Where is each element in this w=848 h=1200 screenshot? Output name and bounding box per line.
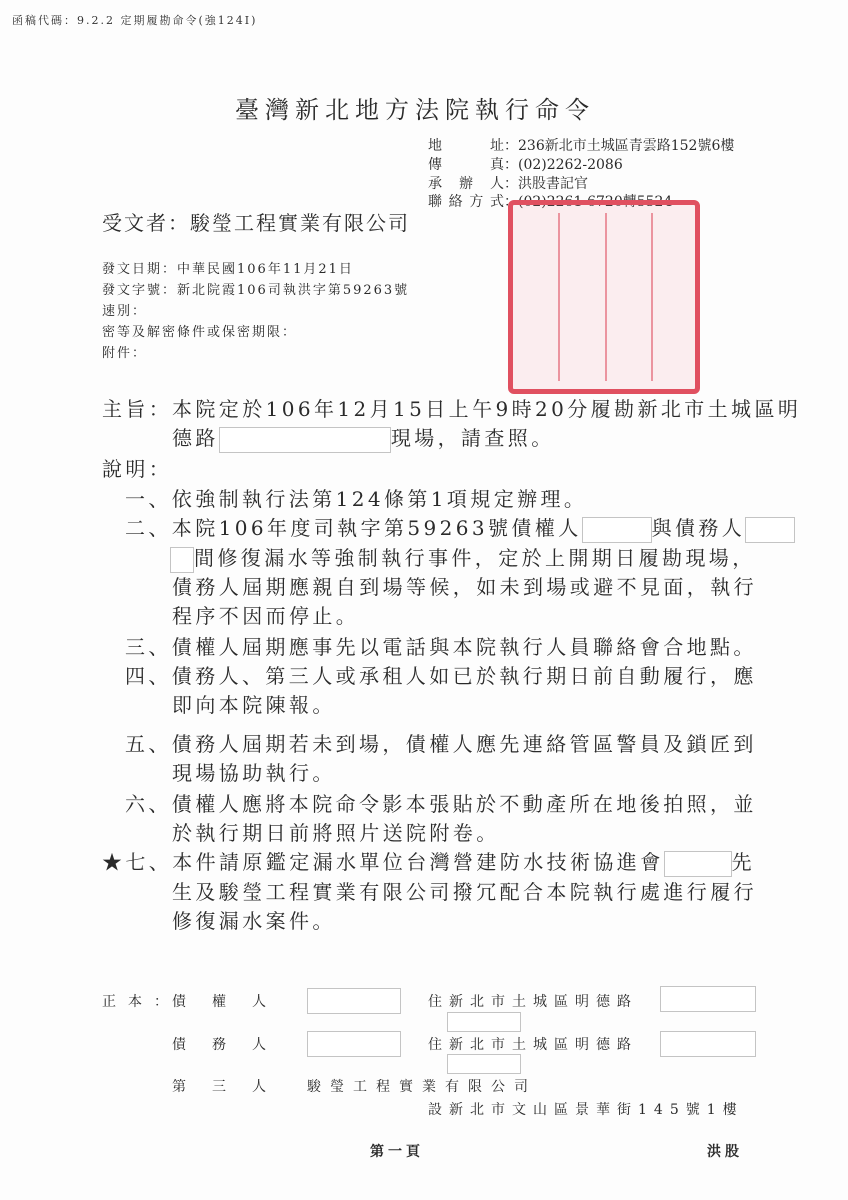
item-text: 間修復漏水等強制執行事件，定於上開期日履勘現場， [194,546,756,570]
header-value: 洪股書記官 [518,176,588,192]
item-1: 一、依強制執行法第124條第1項規定辦理。 [125,487,588,511]
item-6-line: 於執行期日前將照片送院附卷。 [172,821,500,845]
item-5-line: 現場協助執行。 [172,761,336,785]
header-label: 地 址 [428,138,504,154]
creditor-address: 住新北市土城區明德路 [428,994,638,1010]
issue-number: 發文字號：新北院霞106司執洪字第59263號 [102,283,410,298]
item-text: ★七、本件請原鑑定漏水單位台灣營建防水技術協進會 [102,850,664,874]
header-handler: 承辦人：洪股書記官 [428,173,588,193]
redacted-box [170,547,194,573]
item-text: 先 [731,850,756,874]
subject-text: 現場，請查照。 [390,426,555,450]
redacted-box [307,988,401,1014]
item-2-line: 程序不因而停止。 [172,604,360,628]
attachment: 附件： [102,346,148,361]
page-title: 臺灣新北地方法院執行命令 [235,96,595,124]
redacted-box [745,517,795,543]
header-contact: 聯絡方式：(02)2261-6720轉5524 [428,191,672,211]
form-code: 函稿代碼：9.2.2 定期履勘命令(強124Ⅰ) [12,14,258,27]
secrecy: 密等及解密條件或保密期限： [102,325,298,340]
item-4-line: 即向本院陳報。 [172,693,336,717]
item-6: 六、債權人應將本院命令影本張貼於不動產所在地後拍照，並 [125,792,757,816]
debtor-address: 住新北市土城區明德路 [428,1037,638,1053]
header-value: (02)2261-6720轉5524 [518,194,673,210]
subject-text: 德路 [172,426,219,450]
redacted-box [660,1031,756,1057]
redacted-box [660,986,756,1012]
item-text: 與債務人 [651,516,746,540]
copies-label: 正本： [102,994,180,1010]
unit-label: 洪股 [707,1144,743,1160]
item-5: 五、債務人屆期若未到場，債權人應先連絡管區警員及鎖匠到 [125,732,757,756]
redacted-box [447,1053,521,1074]
item-text: 二、本院106年度司執字第59263號債權人 [125,516,582,540]
header-label: 聯絡方式 [428,194,504,210]
issue-date: 發文日期：中華民國106年11月21日 [102,262,354,277]
redacted-box [307,1031,401,1057]
third-party-name: 駿瑩工程實業有限公司 [307,1079,537,1095]
header-address: 地 址：236新北市土城區青雲路152號6樓 [428,135,734,155]
header-fax: 傳 真：(02)2262-2086 [428,154,623,174]
item-3: 三、債權人屆期應事先以電話與本院執行人員聯絡會合地點。 [125,635,757,659]
subject-label: 主旨： [102,397,173,421]
item-2 [125,512,795,543]
item-2-line [170,542,756,573]
subject-line [172,422,555,453]
redacted-box [447,1011,521,1032]
third-party-address: 設新北市文山區景華街145號1樓 [428,1102,744,1118]
redacted-box [664,851,732,877]
header-label: 承辦人 [428,176,504,192]
item-7-line: 生及駿瑩工程實業有限公司撥冗配合本院執行處進行履行 [172,880,757,904]
redacted-box [582,517,652,543]
creditor-label: 債權人 [172,994,292,1010]
speed: 速別： [102,304,148,319]
court-seal [508,200,700,394]
item-4: 四、債務人、第三人或承租人如已於執行期日前自動履行，應 [125,664,757,688]
subject-line: 本院定於106年12月15日上午9時20分履勘新北市土城區明 [172,397,802,421]
redacted-box [219,427,391,453]
explain-label: 說明： [102,457,173,481]
page-number: 第一頁 [370,1144,424,1160]
item-7-line: 修復漏水案件。 [172,909,336,933]
debtor-label: 債務人 [172,1037,292,1053]
recipient: 受文者：駿瑩工程實業有限公司 [102,211,410,235]
item-7 [102,846,755,877]
header-label: 傳 真 [428,157,504,173]
third-party-label: 第三人 [172,1079,292,1095]
header-value: 236新北市土城區青雲路152號6樓 [518,138,735,154]
item-2-line: 債務人屆期應親自到場等候，如未到場或避不見面，執行 [172,575,757,599]
header-value: (02)2262-2086 [518,157,623,173]
